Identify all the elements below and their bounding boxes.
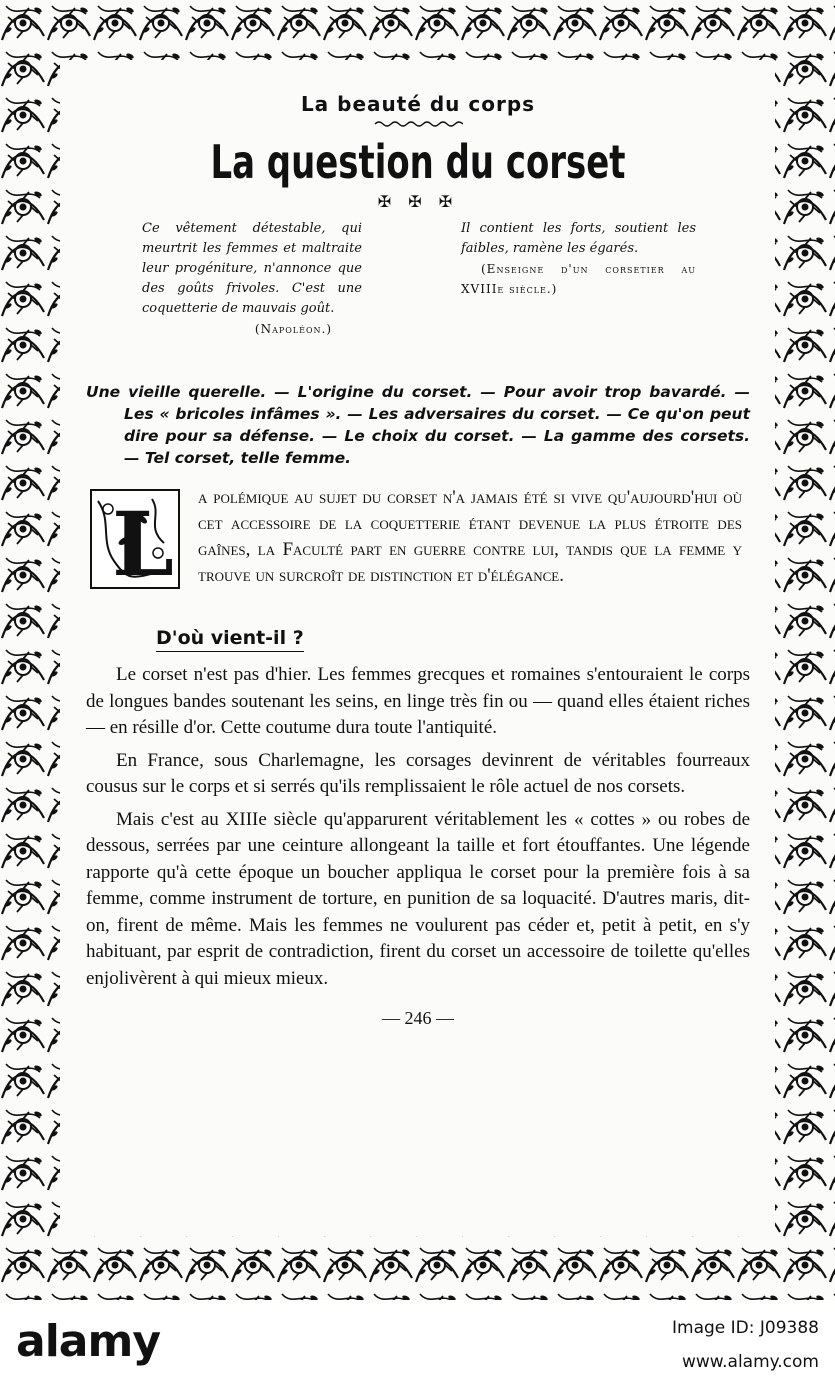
- drop-cap-letter: L: [112, 492, 174, 589]
- body-text: [86, 662, 750, 992]
- paragraph: En France, sous Charlemagne, les corsages devinrent de véritables fourreaux cousus sur le corps et si serrés qu'ils remplissaient le rôle actuel de nos corsets.: [86, 749, 750, 797]
- alamy-logo: alamy: [16, 1316, 160, 1367]
- epigraph-right-text: Il contient les forts, soutient les faibles, ramène les égarés.: [461, 221, 696, 256]
- stock-footer: [0, 1300, 835, 1390]
- paragraph: Le corset n'est pas d'hier. Les femmes grecques et romaines s'entouraient le corps de longues bandes soutenant les seins, en linge très fin ou — quand elles étaient riches — en résille d'or. Cette coutume dura toute l'antiquité.: [86, 664, 750, 738]
- intro-text: a polémique au sujet du corset n'a jamais été si vive qu'aujourd'hui où cet accessoire de la coquetterie étant devenue la plus étroite des gaînes, la Faculté part en guerre contre lui, tandis que la femme y trouve un surcroît de distinction et d'élégance.: [198, 487, 742, 586]
- footer-url: www.alamy.com: [681, 1352, 819, 1372]
- drop-cap: [90, 489, 180, 589]
- running-head: La beauté du corps: [300, 92, 536, 116]
- chapter-summary: Une vieille querelle. — L'origine du corset. — Pour avoir trop bavardé. — Les « bricoles infâmes ». — Les adversaires du corset. — Ce qu'on peut dire pour sa défense. — Le choix du corset. — La gamme des corsets. — Tel corset, telle femme.: [86, 383, 750, 467]
- paragraph: Mais c'est au XIIIe siècle qu'apparurent véritablement les « cottes » ou robes de dessous, serrées par une ceinture allongeant la taille et fort étouffantes. Une légende rapporte qu'à cette époque un boucher appliqua le corset pour la première fois à sa femme, comme instrument de torture, en punition de sa loquacité. D'autres maris, dit-on, firent de même. Mais les femmes ne voulurent pas céder et, petit à petit, en s'y habituant, par esprit de contradiction, firent du corset un accessoire de toilette qu'elles enjolivèrent à qui mieux mieux.: [86, 808, 750, 989]
- intro-paragraph: [198, 485, 742, 589]
- page-number: — 246 —: [382, 1008, 454, 1028]
- page-title: La question du corset: [210, 135, 626, 189]
- epigraph-left: [142, 219, 362, 339]
- epigraphs: [86, 219, 750, 379]
- epigraph-left-text: Ce vêtement détestable, qui meurtrit les femmes et maltraite leur progéniture, n'annonce que des goûts frivoles. C'est une coquetterie de mauvais goût.: [142, 221, 362, 316]
- ornament-crosses: ✠ ✠ ✠: [377, 192, 459, 211]
- epigraph-right: [461, 219, 696, 299]
- image-id: Image ID: J09388: [672, 1318, 819, 1338]
- epigraph-right-attribution: (Enseigne d'un corsetier au XVIIIe siècle.): [461, 262, 696, 296]
- section-heading: D'où vient-il ?: [156, 627, 304, 652]
- epigraph-left-attribution: (Napoléon.): [254, 322, 332, 336]
- intro-paragraph-block: [86, 485, 750, 619]
- page-content: [86, 88, 750, 1029]
- running-head-squiggle: [373, 120, 463, 128]
